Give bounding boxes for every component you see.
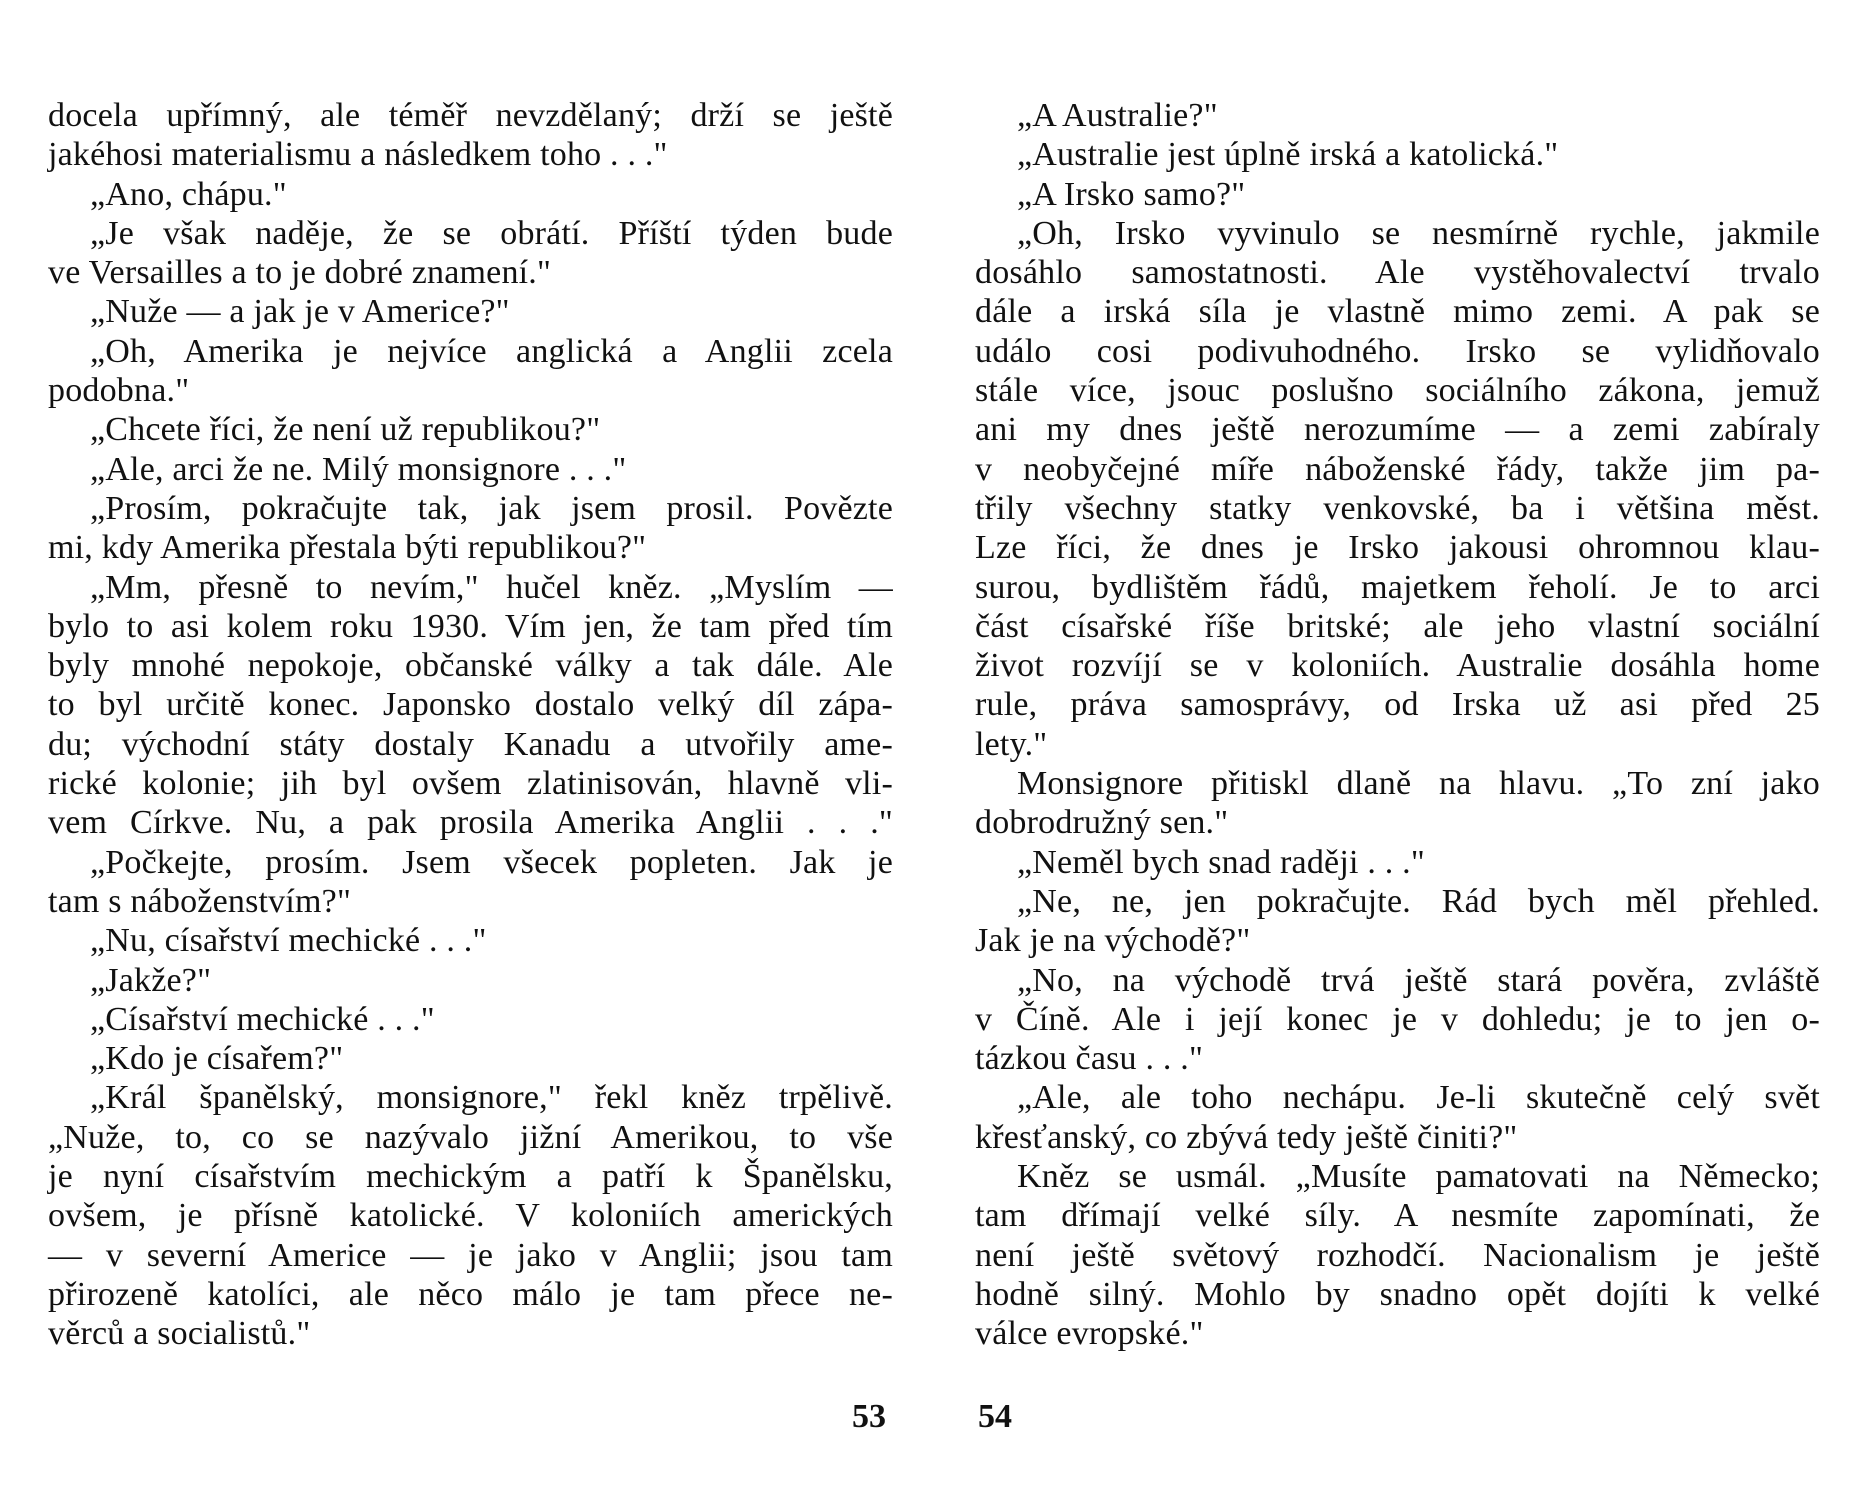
text-line: „Oh, Amerika je nejvíce anglická a Anglii zcela [90,332,893,370]
text-line: bylo to asi kolem roku 1930. Vím jen, že tam před tím [48,607,893,645]
left-page-number: 53 [852,1398,886,1435]
text-line: přirozeně katolíci, ale něco málo je tam přece ne- [48,1275,893,1313]
text-line: tam s náboženstvím?" [48,882,352,920]
text-line: „Nuže — a jak je v Americe?" [90,293,510,331]
text-line: „Chcete říci, že není už republikou?" [90,411,601,449]
text-line: dále a irská síla je vlastně mimo zemi. A pak se [975,293,1820,331]
text-line: třily všechny statky venkovské, ba i většina měst. [975,489,1820,527]
text-line: rické kolonie; jih byl ovšem zlatinisován, hlavně vli- [48,765,893,803]
text-line: — v severní Americe — je jako v Anglii; jsou tam [48,1236,893,1274]
text-line: podobna." [48,372,190,410]
text-line: byly mnohé nepokoje, občanské války a tak dále. Ale [48,647,893,685]
text-line: „No, na východě trvá ještě stará pověra, zvláště [1017,961,1820,999]
text-line: „Australie jest úplně irská a katolická." [1017,136,1559,174]
text-line: „Kdo je císařem?" [90,1040,344,1078]
text-line: „Mm, přesně to nevím," hučel kněz. „Myslím — [90,568,893,606]
left-page-text [48,96,893,1354]
text-line: „A Irsko samo?" [1017,175,1246,213]
text-line: vem Církve. Nu, a pak prosila Amerika Anglii . . ." [48,804,893,842]
text-line: ve Versailles a to je dobré znamení." [48,254,552,292]
text-line: dobrodružný sen." [975,804,1229,842]
text-line: tázkou času . . ." [975,1040,1204,1078]
text-line: „Je však naděje, že se obrátí. Příští týden bude [90,214,893,252]
text-line: „Nu, císařství mechické . . ." [90,922,487,960]
text-line: jakéhosi materialismu a následkem toho . . ." [48,136,668,174]
text-line: válce evropské." [975,1315,1204,1353]
text-line: v neobyčejné míře náboženské řády, takže jim pa- [975,450,1820,488]
text-line: není ještě světový rozhodčí. Nacionalism je ještě [975,1236,1820,1274]
text-line: „Ale, ale toho nechápu. Je-li skutečně celý svět [1017,1079,1820,1117]
text-line: du; východní státy dostaly Kanadu a utvořily ame- [48,725,893,763]
text-line: docela upřímný, ale téměř nevzdělaný; drží se ještě [48,97,893,134]
text-line: život rozvíjí se v koloniích. Australie dosáhla home [975,647,1820,685]
text-line: Monsignore přitiskl dlaně na hlavu. „To zní jako [1017,765,1820,803]
text-line: událo cosi podivuhodného. Irsko se vylidňovalo [975,332,1820,370]
text-line: část císařské říše britské; ale jeho vlastní sociální [975,607,1820,645]
text-line: dosáhlo samostatnosti. Ale vystěhovalectví trvalo [975,254,1820,292]
text-line: tam dřímají velké síly. A nesmíte zapomínati, že [975,1197,1820,1235]
text-line: Jak je na východě?" [975,922,1251,960]
text-line: Lze říci, že dnes je Irsko jakousi ohromnou klau- [975,529,1820,567]
text-line: „Ano, chápu." [90,175,287,213]
text-line: to byl určitě konec. Japonsko dostalo velký díl zápa- [48,686,893,724]
text-line: „Jakže?" [90,961,212,999]
text-line: v Číně. Ale i její konec je v dohledu; je to jen o- [975,1000,1820,1038]
text-line: „Císařství mechické . . ." [90,1000,435,1038]
text-line: křesťanský, co zbývá tedy ještě činiti?" [975,1118,1518,1156]
text-line: ani my dnes ještě nerozumíme — a zemi zabíraly [975,411,1820,449]
text-line: rule, práva samosprávy, od Irska už asi před 25 [975,686,1820,724]
text-line: „Oh, Irsko vyvinulo se nesmírně rychle, jakmile [1017,214,1820,252]
text-line: „Nuže, to, co se nazývalo jižní Amerikou, to vše [48,1118,893,1156]
right-page-number: 54 [978,1398,1012,1435]
text-line: ovšem, je přísně katolické. V koloniích amerických [48,1197,893,1235]
right-page-text [975,96,1820,1354]
text-line: „Neměl bych snad raději . . ." [1017,843,1425,881]
text-line: „Prosím, pokračujte tak, jak jsem prosil. Povězte [90,489,893,527]
text-line: mi, kdy Amerika přestala býti republikou?" [48,529,647,567]
text-line: je nyní císařstvím mechickým a patří k Španělsku, [48,1158,893,1196]
text-line: Kněz se usmál. „Musíte pamatovati na Německo; [1017,1158,1820,1196]
text-line: „Ale, arci že ne. Milý monsignore . . ." [90,450,627,488]
text-line: „Král španělský, monsignore," řekl kněz trpělivě. [90,1079,893,1117]
text-line: „Ne, ne, jen pokračujte. Rád bych měl přehled. [1017,882,1820,920]
text-line: stále více, jsouc poslušno sociálního zákona, jemuž [975,372,1820,410]
text-line: „Počkejte, prosím. Jsem všecek popleten. Jak je [90,843,893,881]
text-line: lety." [975,725,1048,763]
text-line: hodně silný. Mohlo by snadno opět dojíti k velké [975,1275,1820,1313]
text-line: věrců a socialistů." [48,1315,311,1353]
text-line: „A Australie?" [1017,97,1218,134]
text-line: surou, bydlištěm řádů, majetkem řeholí. Je to arci [975,568,1820,606]
